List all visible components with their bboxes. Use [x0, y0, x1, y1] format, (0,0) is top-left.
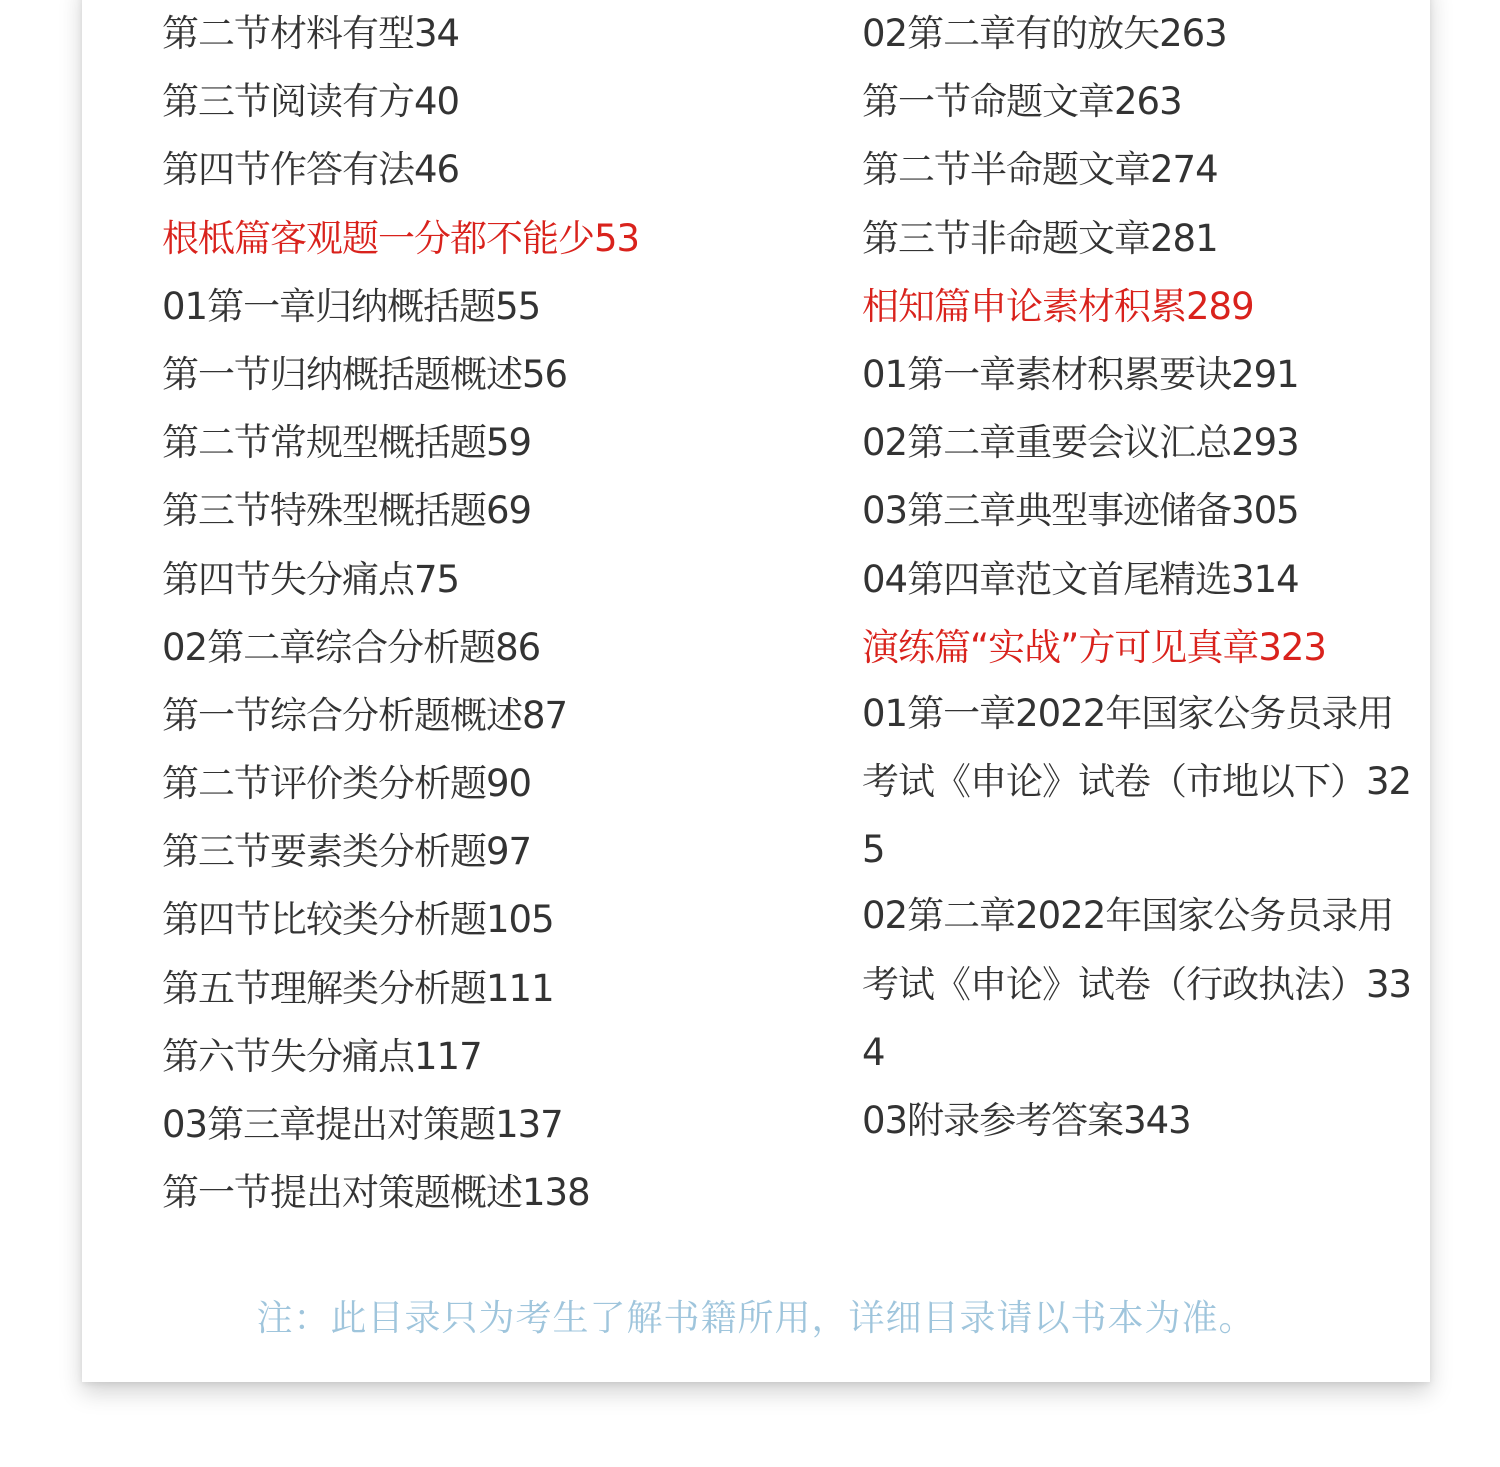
toc-entry: 03第三章提出对策题137: [162, 1103, 563, 1146]
toc-right-column: [862, 0, 1428, 1155]
toc-entry: 03第三章典型事迹储备305: [862, 489, 1299, 533]
toc-entry: 02第二章2022年国家公务员录用考试《申论》试卷（行政执法）334: [862, 894, 1412, 1074]
toc-entry: 第一节提出对策题概述138: [162, 1171, 590, 1215]
toc-entry: 第四节比较类分析题105: [162, 898, 554, 942]
toc-entry: 01第一章素材积累要诀291: [862, 352, 1299, 396]
toc-entry: 01第一章归纳概括题55: [162, 284, 541, 328]
toc-entry: 01第一章2022年国家公务员录用考试《申论》试卷（市地以下）325: [862, 691, 1412, 872]
toc-entry: 第三节要素类分析题97: [162, 830, 532, 874]
toc-entry: 03附录参考答案343: [862, 1099, 1191, 1143]
toc-entry: 第四节失分痛点75: [162, 557, 460, 601]
toc-entry: 02第二章综合分析题86: [162, 625, 541, 669]
toc-entry: 第四节作答有法46: [162, 148, 460, 192]
toc-entry: 第二节半命题文章274: [862, 148, 1218, 192]
toc-entry: 第三节非命题文章281: [862, 216, 1218, 260]
toc-entry: 第二节材料有型34: [162, 12, 460, 55]
toc-entry: 04第四章范文首尾精选314: [862, 557, 1299, 601]
toc-card: [82, 0, 1430, 1382]
toc-entry: 第二节常规型概括题59: [162, 421, 532, 465]
toc-entry: 第一节综合分析题概述87: [162, 693, 568, 737]
toc-entry: 第五节理解类分析题111: [162, 966, 554, 1010]
toc-section-heading: 演练篇“实战”方可见真章323: [862, 625, 1326, 669]
toc-entry: 02第二章重要会议汇总293: [862, 421, 1299, 465]
toc-entry: 第三节阅读有方40: [162, 80, 460, 124]
toc-left-column: [162, 0, 802, 1227]
toc-entry: 第一节归纳概括题概述56: [162, 352, 568, 396]
toc-disclaimer-note: 注：此目录只为考生了解书籍所用，详细目录请以书本为准。: [256, 1298, 1256, 1339]
toc-section-heading: 根柢篇客观题一分都不能少53: [162, 216, 640, 260]
toc-entry: 第一节命题文章263: [862, 80, 1182, 124]
toc-entry: 02第二章有的放矢263: [862, 12, 1227, 55]
toc-section-heading: 相知篇申论素材积累289: [862, 284, 1254, 328]
toc-entry: 第六节失分痛点117: [162, 1034, 482, 1078]
toc-entry: 第二节评价类分析题90: [162, 762, 532, 806]
toc-entry: 第三节特殊型概括题69: [162, 489, 532, 533]
